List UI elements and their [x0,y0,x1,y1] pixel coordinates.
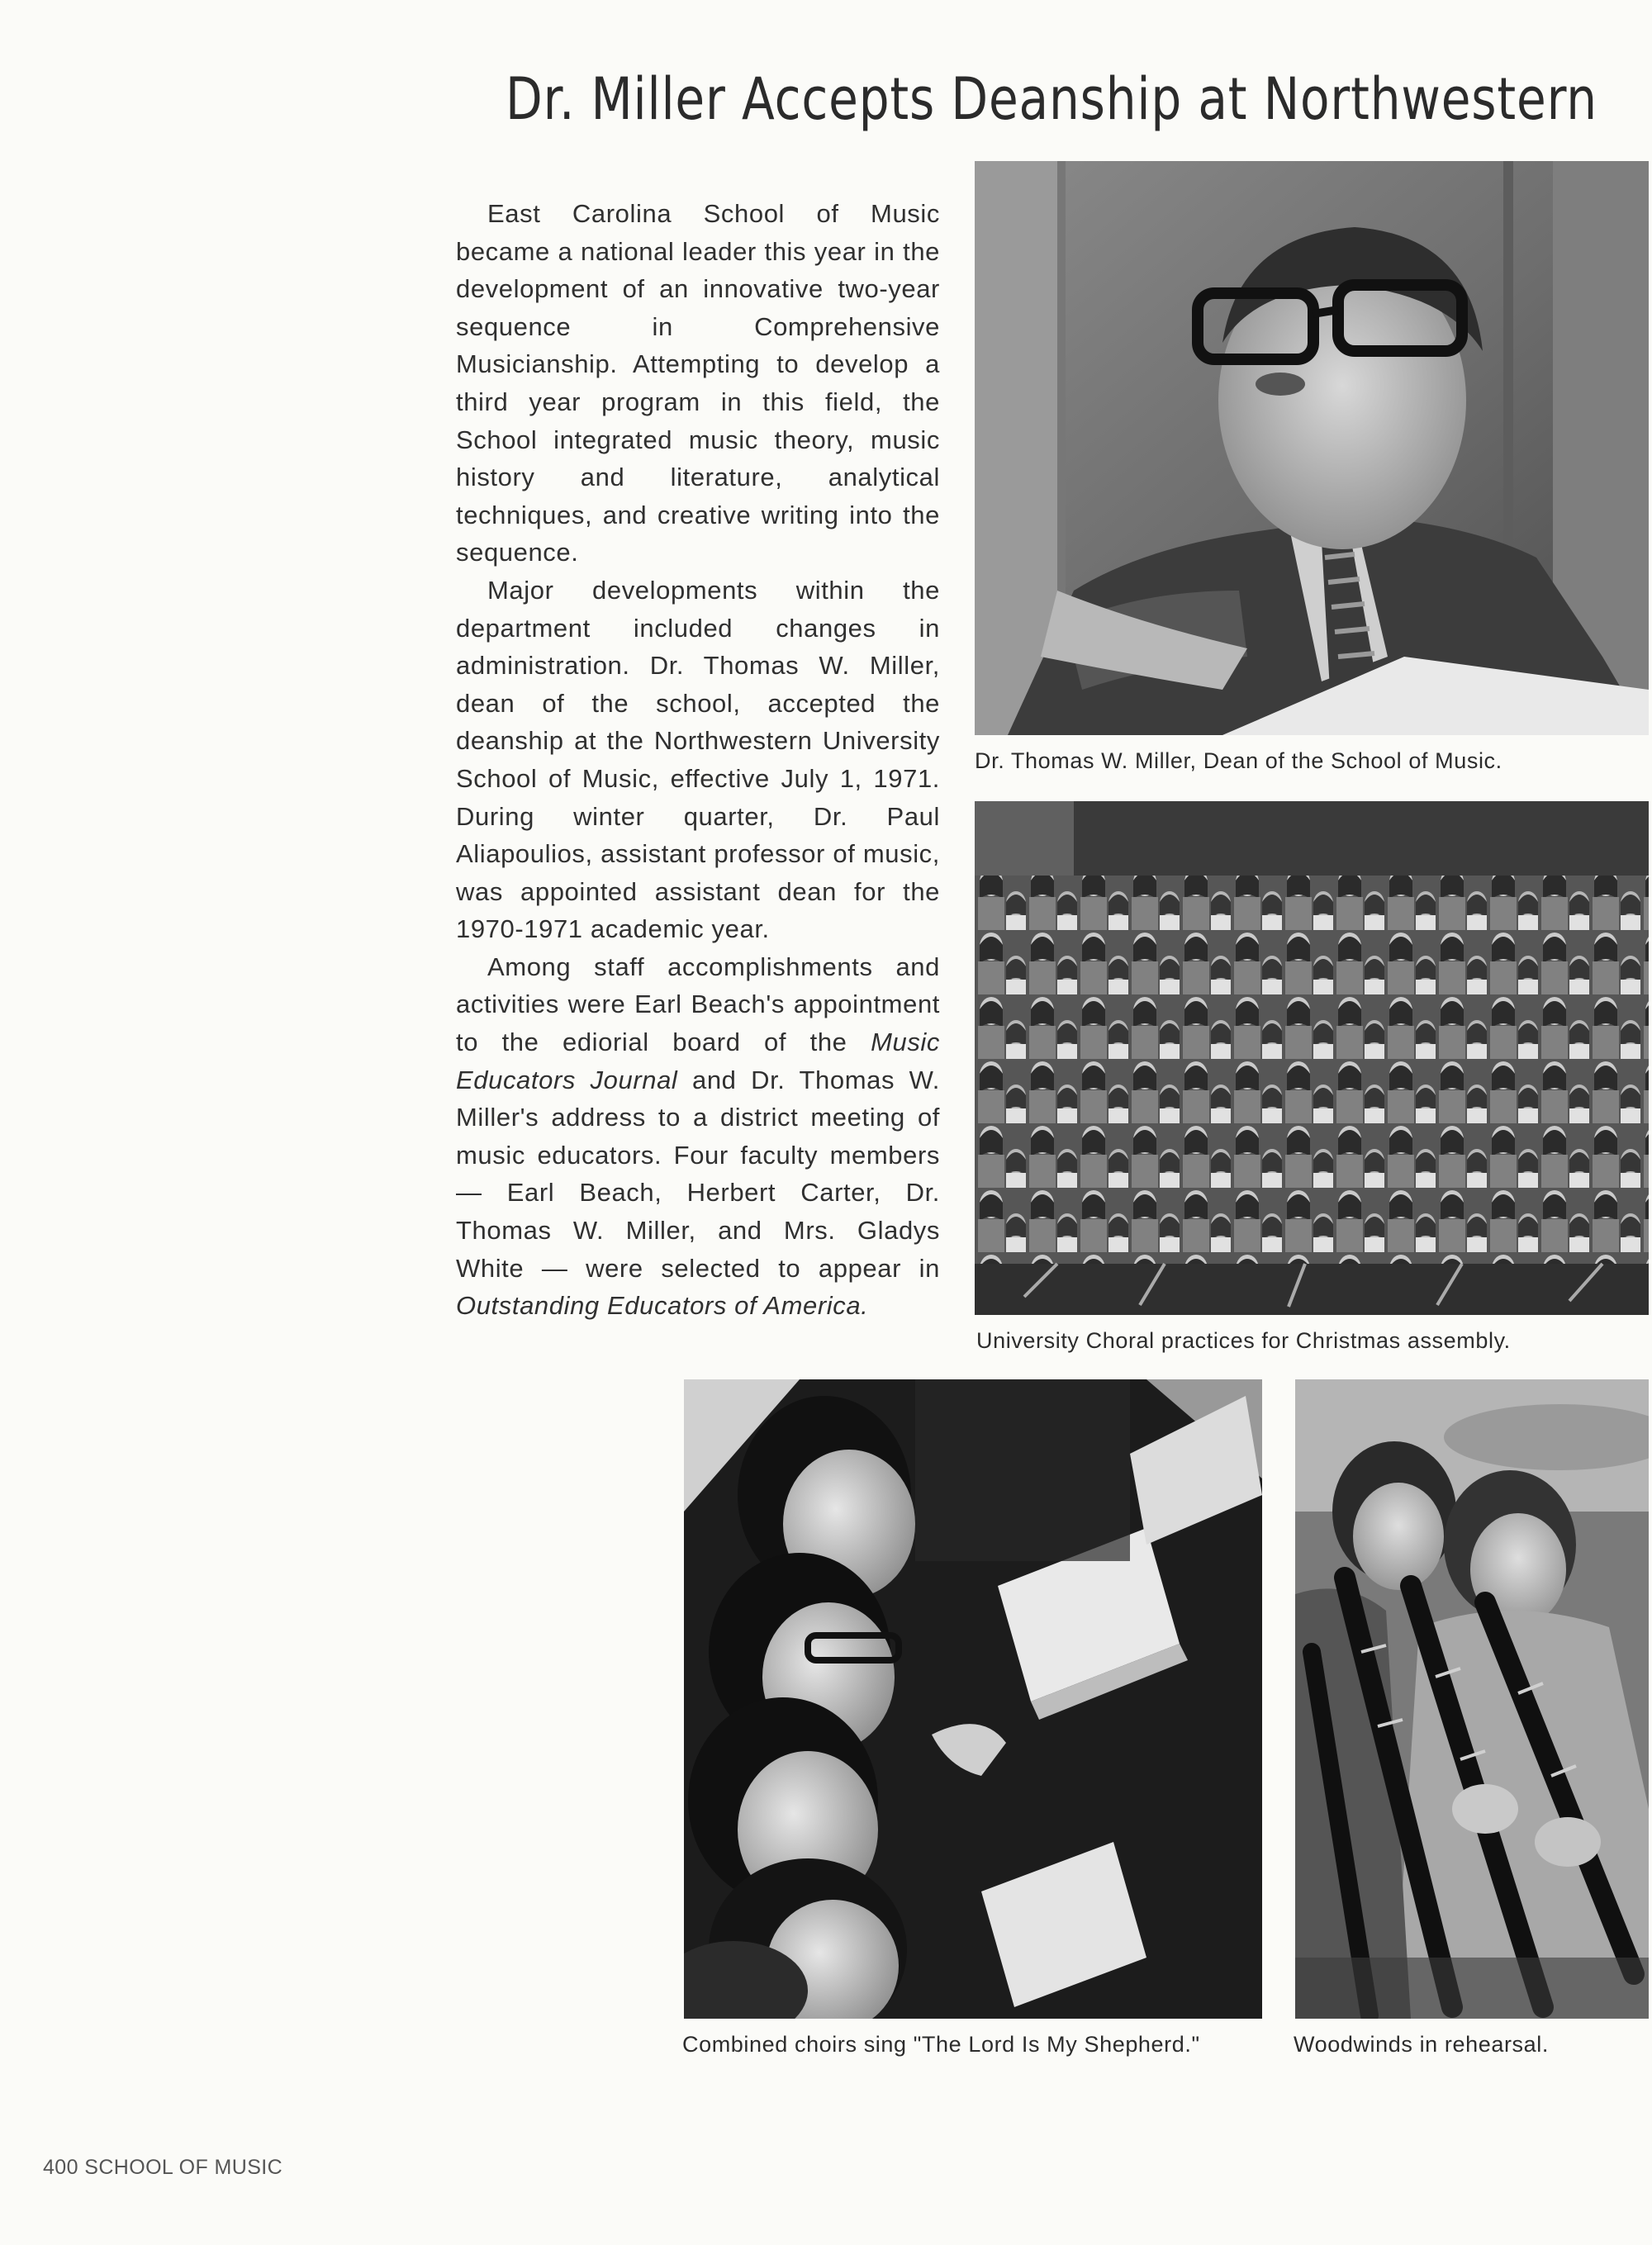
miller-photo-caption: Dr. Thomas W. Miller, Dean of the School of Music. [975,748,1502,773]
article-paragraph-3 [456,948,940,1325]
page-headline: Dr. Miller Accepts Deanship at Northwestern [506,65,1597,133]
choral-photo [975,801,1649,1315]
article-body [456,195,940,1325]
paragraph-3-intro: Among staff accomplishments and activities were Earl Beach's appointment to the ediorial board of the [456,952,940,1057]
combined-choirs-caption: Combined choirs sing "The Lord Is My Shepherd." [682,2032,1200,2057]
combined-choirs-photo [684,1379,1262,2019]
paragraph-3-middle: and Dr. Thomas W. Miller's address to a district meeting of music educators. Four faculty members — Earl Beach, Herbert Carter, Dr. Thomas W. Miller, and Mrs. Gladys White — were selected to appear in [456,1065,941,1283]
woodwinds-caption: Woodwinds in rehearsal. [1294,2032,1549,2057]
choral-photo-caption: University Choral practices for Christmas assembly. [976,1328,1511,1353]
journal-title: Music Educators Journal [456,1028,941,1094]
page-footer: 400 SCHOOL OF MUSIC [43,2156,283,2179]
miller-portrait-photo [975,161,1649,735]
article-paragraph-1: East Carolina School of Music became a national leader this year in the development of an innovative two-year sequence in Comprehensive Musicianship. Attempting to develop a third year program in this field, the School integrated music theory, music history and literature, analytical techniques, and creative writing into the sequence. [456,199,940,567]
article-paragraph-2: Major developments within the department included changes in administration. Dr. Thomas W. Miller, dean of the school, accepted the deanship at the Northwestern University School of Music, effective July 1, 1971. During winter quarter, Dr. Paul Aliapoulios, assistant professor of music, was appointed assistant dean for the 1970-1971 academic year. [456,575,940,944]
book-title: Outstanding Educators of America. [456,1291,869,1321]
woodwinds-photo [1295,1379,1649,2019]
